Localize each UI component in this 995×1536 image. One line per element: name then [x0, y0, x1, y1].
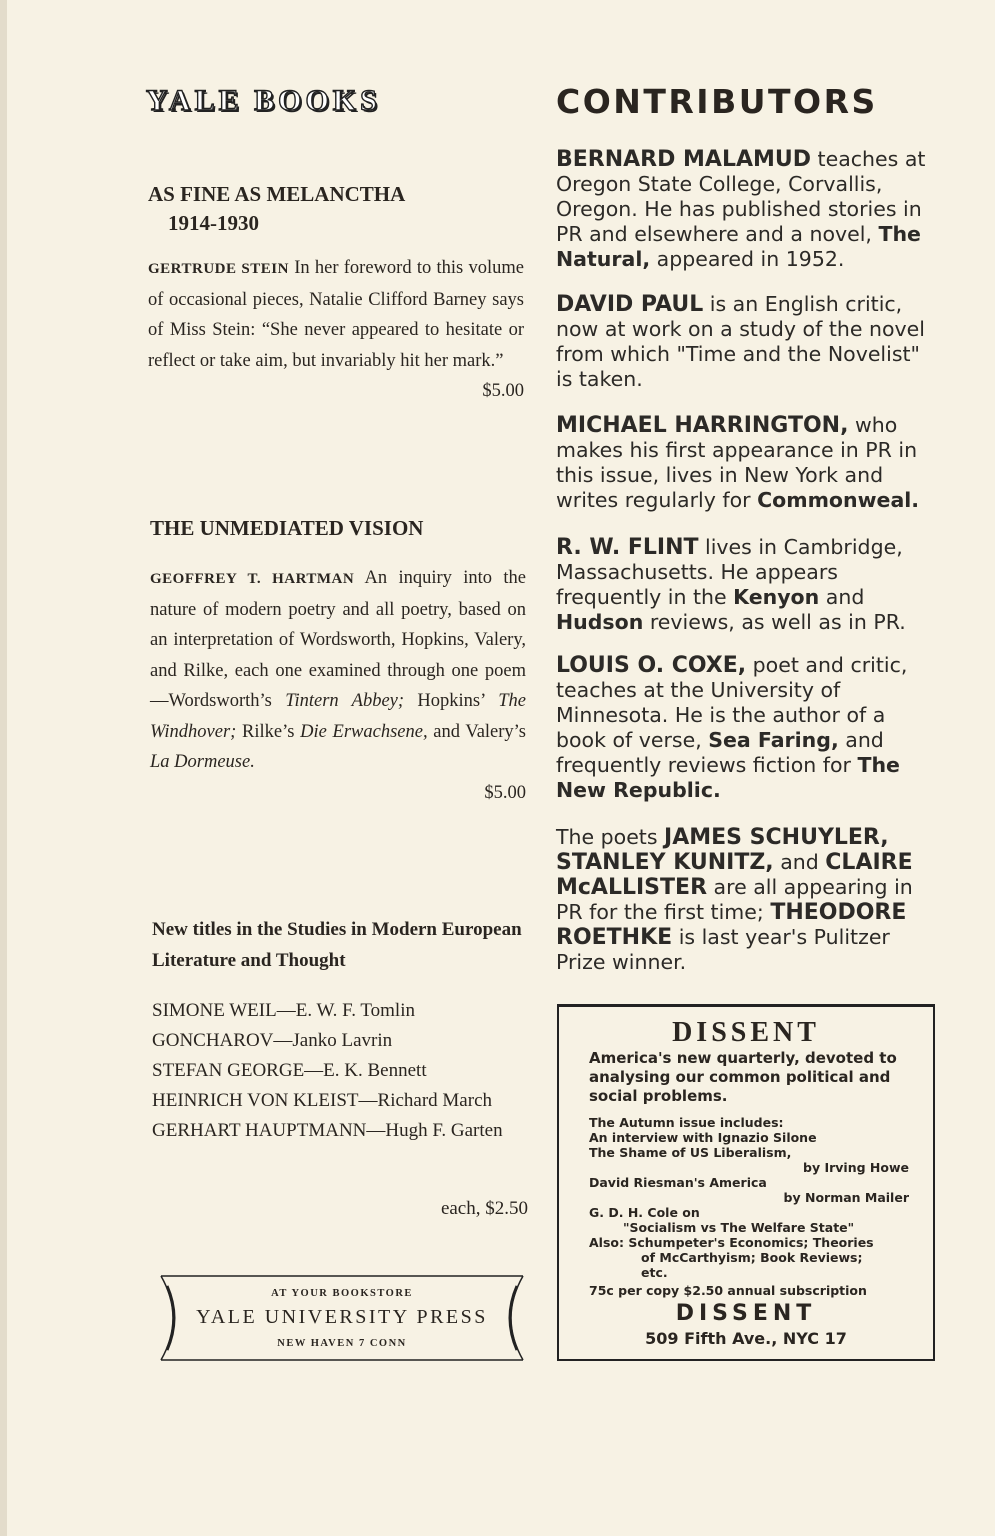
list-item: GERHART HAUPTMANN—Hugh F. Garten [152, 1120, 503, 1141]
book-title: The Natural, [556, 222, 921, 271]
publication-name: Commonweal. [757, 488, 920, 512]
studies-price: each, $2.50 [440, 1198, 528, 1219]
contributor-bio: teaches at Oregon State College, Corvallis, Oregon. He has published stories in PR and elsewhere and a novel, [556, 147, 926, 246]
book-description-unmediated [150, 563, 526, 808]
contributor-paul [556, 292, 936, 392]
press-imprint [157, 1270, 527, 1365]
dissent-name: DISSENT [675, 1301, 817, 1326]
press-address: NEW HAVEN 7 CONN [277, 1338, 407, 1349]
contributor-flint [556, 535, 936, 635]
list-item: GONCHAROV—Janko Lavrin [152, 1030, 393, 1051]
contributor-bio: is last year's Pulitzer Prize winner. [556, 925, 890, 974]
issue-line: etc. [641, 1265, 668, 1280]
book-author: GERTRUDE STEIN [148, 261, 289, 277]
page-edge [0, 0, 7, 1536]
contributor-name: JAMES SCHUYLER, STANLEY KUNITZ, [556, 825, 889, 875]
contributor-bio: is an English critic, now at work on a study of the novel from which "Time and the Novelist" is taken. [556, 292, 925, 391]
contributor-malamud [556, 147, 936, 272]
issue-line: of McCarthyism; Book Reviews; [641, 1250, 863, 1265]
publication-name: The New Republic. [556, 753, 900, 802]
description-part: Hopkins’ [404, 691, 499, 711]
contributor-bio: are all appearing in PR for the first time; [556, 875, 913, 924]
dissent-advertisement [557, 1004, 935, 1361]
contributors-heading: CONTRIBUTORS [556, 82, 878, 121]
book-title-unmediated: THE UNMEDIATED VISION [150, 516, 424, 540]
publication-name: Hudson [556, 610, 644, 634]
dissent-title: DISSENT [672, 1017, 820, 1048]
issue-line: David Riesman's America [589, 1175, 767, 1190]
book-author: GEOFFREY T. HARTMAN [150, 571, 355, 587]
contributor-harrington [556, 413, 936, 513]
issue-line: Also: Schumpeter's Economics; Theories [589, 1235, 874, 1250]
studies-list [152, 996, 530, 1146]
contributor-bio: and [819, 585, 865, 609]
issue-line: An interview with Ignazio Silone [589, 1130, 817, 1145]
contributor-coxe [556, 653, 936, 803]
issue-line: The Autumn issue includes: [589, 1115, 784, 1130]
contributor-name: THEODORE ROETHKE [556, 900, 907, 950]
publication-name: Kenyon [733, 585, 820, 609]
description-part: Rilke’s [236, 721, 301, 742]
list-item: SIMONE WEIL—E. W. F. Tomlin [152, 1000, 415, 1021]
book-title: AS FINE AS MELANCTHA [148, 182, 406, 206]
contributor-name: CLAIRE McALLISTER [556, 850, 913, 900]
contributor-bio: and frequently reviews fiction for [556, 728, 884, 777]
book-price: $5.00 [484, 782, 526, 803]
issue-line: by Norman Mailer [783, 1190, 909, 1205]
issue-line: by Irving Howe [803, 1160, 909, 1175]
dissent-price: 75c per copy $2.50 annual subscription [589, 1283, 867, 1298]
book-entry-melanctha [148, 180, 524, 238]
contributor-bio: poet and critic, teaches at the University of Minnesota. He is the author of a book of verse, [556, 653, 908, 752]
poem-title: La Dormeuse. [150, 752, 255, 772]
issue-line: G. D. H. Cole on [589, 1205, 700, 1220]
book-description: In her foreword to this volume of occasional pieces, Natalie Clifford Barney says of Miss Stein: “She never appeared to hesitate or reflect or take aim, but invariably hit her mark.” [148, 258, 524, 371]
book-description-melanctha [148, 253, 524, 407]
contributor-name: LOUIS O. COXE, [556, 653, 747, 678]
poem-title: Die Erwachsene, [300, 721, 428, 742]
description-part: An inquiry into the nature of modern poetry and all poetry, based on an interpretation of Wordsworth, Hopkins, Valery, and Rilke, each one examined through one poem—Wordsworth’s [150, 568, 526, 711]
contributor-name: DAVID PAUL [556, 292, 704, 317]
contributor-bio: appeared in 1952. [650, 247, 845, 271]
book-price: $5.00 [482, 381, 524, 401]
contributor-name: R. W. FLINT [556, 535, 699, 560]
studies-heading: New titles in the Studies in Modern European Literature and Thought [152, 919, 522, 971]
poem-title: Tintern Abbey; [285, 691, 405, 711]
contributor-bio: who makes his first appearance in PR in this issue, lives in New York and writes regularly for [556, 413, 918, 512]
dissent-address: 509 Fifth Ave., NYC 17 [645, 1329, 847, 1348]
contributor-bio: reviews, as well as in PR. [643, 610, 906, 634]
list-item: HEINRICH VON KLEIST—Richard March [152, 1090, 493, 1111]
poem-title: The Windhover; [150, 691, 526, 742]
list-item: STEFAN GEORGE—E. K. Bennett [152, 1060, 427, 1081]
book-title-years: 1914-1930 [168, 211, 259, 235]
yale-books-masthead: YALE BOOKS [146, 84, 381, 117]
issue-line: The Shame of US Liberalism, [589, 1145, 792, 1160]
description-part: and Valery’s [427, 721, 527, 742]
issue-line: "Socialism vs The Welfare State" [623, 1220, 855, 1235]
dissent-intro: America's new quarterly, devoted to analysing our common political and social problems. [589, 1049, 897, 1105]
contributor-bio: The poets [556, 825, 665, 849]
contributor-name: MICHAEL HARRINGTON, [556, 413, 849, 438]
contributor-name: BERNARD MALAMUD [556, 147, 812, 172]
book-title: Sea Faring, [708, 728, 839, 752]
press-line-bookstore: AT YOUR BOOKSTORE [271, 1288, 413, 1299]
contributor-poets [556, 825, 936, 975]
press-name: YALE UNIVERSITY PRESS [196, 1306, 488, 1328]
contributor-bio: lives in Cambridge, Massachusetts. He appears frequently in the [556, 535, 903, 609]
contributor-bio: and [773, 850, 826, 874]
